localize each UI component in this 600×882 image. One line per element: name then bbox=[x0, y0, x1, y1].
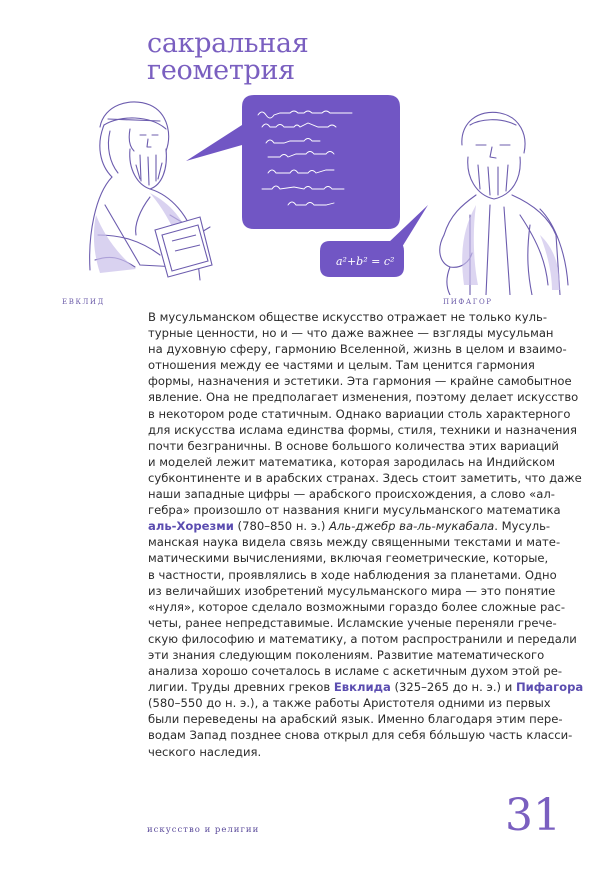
body-line: наши западные цифры — арабского происхождения, а слово «ал- bbox=[148, 487, 555, 502]
name-euclid: Евклида bbox=[333, 680, 391, 695]
page-number: 31 bbox=[505, 790, 561, 841]
body-line: манская наука видела связь между священными текстами и мате- bbox=[148, 535, 561, 550]
page-title bbox=[147, 30, 308, 84]
body-line: в некотором роде статичным. Однако вариации столь характерного bbox=[148, 406, 571, 421]
body-line: турные ценности, но и — что даже важнее — взгляды мусульман bbox=[148, 326, 554, 341]
body-fragment: . Мусуль- bbox=[494, 519, 551, 534]
body-line: матическими вычислениями, включая геометрические, которые, bbox=[148, 551, 549, 566]
body-line: субконтиненте и в арабских странах. Здесь стоит заметить, что даже bbox=[148, 470, 582, 485]
body-line: четы, ранее непредставимые. Исламские ученые переняли грече- bbox=[148, 615, 557, 630]
body-fragment: лигии. Труды древних греков bbox=[148, 680, 334, 695]
body-line: отношения между ее частями и целым. Там ценится гармония bbox=[148, 358, 535, 373]
body-line: из величайших изобретений мусульманского мира — это понятие bbox=[148, 583, 556, 598]
name-pythagoras: Пифагора bbox=[515, 680, 584, 695]
illustration bbox=[0, 85, 600, 295]
pythagoras-figure bbox=[440, 112, 568, 295]
body-line: анализа хорошо сочеталось в исламе с аскетичным духом этой ре- bbox=[148, 664, 563, 679]
body-line: ческого наследия. bbox=[148, 744, 262, 759]
pythagorean-formula: a²+b² = c² bbox=[336, 255, 395, 268]
body-line: гебра» произошло от названия книги мусульманского математика bbox=[148, 503, 561, 518]
caption-pythagoras: ПИФАГОР bbox=[443, 298, 493, 306]
body-line: и моделей лежит математика, которая зародилась на Индийском bbox=[148, 454, 555, 469]
title-line-2: геометрия bbox=[147, 55, 295, 86]
body-line: эти знания следующим поколениям. Развитие математического bbox=[148, 647, 545, 662]
body-fragment: (780–850 н. э.) bbox=[233, 519, 330, 534]
name-al-khwarizmi: аль-Хорезми bbox=[148, 519, 234, 534]
wax-tablet bbox=[155, 217, 212, 277]
body-line: формы, назначения и эстетики. Эта гармония — крайне самобытное bbox=[148, 374, 572, 389]
body-line bbox=[148, 679, 584, 695]
body-line: явление. Она не предполагает изменения, поэтому делает искусство bbox=[148, 390, 579, 405]
body-line: водам Запад позднее снова открыл для себя бо́льшую часть класси- bbox=[148, 728, 573, 743]
body-line: были переведены на арабский язык. Именно благодаря этим пере- bbox=[148, 712, 563, 727]
body-line: для искусства ислама единства формы, стиля, техники и назначения bbox=[148, 422, 577, 437]
book-title: Аль-джебр ва-ль-мукабала bbox=[329, 519, 495, 534]
title-line-1: сакральная bbox=[147, 28, 309, 59]
euclid-speech-bubble bbox=[186, 95, 400, 229]
footer-section-title: искусство и религии bbox=[147, 825, 260, 835]
body-line: (580–550 до н. э.), а также работы Аристотеля одними из первых bbox=[148, 696, 551, 711]
body-line: в частности, проявлялись в ходе наблюдения за планетами. Одно bbox=[148, 567, 557, 582]
body-line: скую философию и математику, а потом распространили и передали bbox=[148, 631, 577, 646]
body-fragment: (325–265 до н. э.) и bbox=[390, 680, 516, 695]
body-text bbox=[148, 309, 584, 760]
body-line: В мусульманском обществе искусство отражает не только куль- bbox=[148, 310, 548, 324]
caption-euclid: ЕВКЛИД bbox=[62, 298, 105, 306]
body-line: «нуля», которое сделало возможными гораздо более сложные рас- bbox=[148, 599, 566, 614]
body-line bbox=[148, 518, 568, 534]
body-line: почти безграничны. В основе большого количества этих вариаций bbox=[148, 438, 559, 453]
body-line: на духовную сферу, гармонию Вселенной, жизнь в целом и взаимо- bbox=[148, 342, 567, 357]
